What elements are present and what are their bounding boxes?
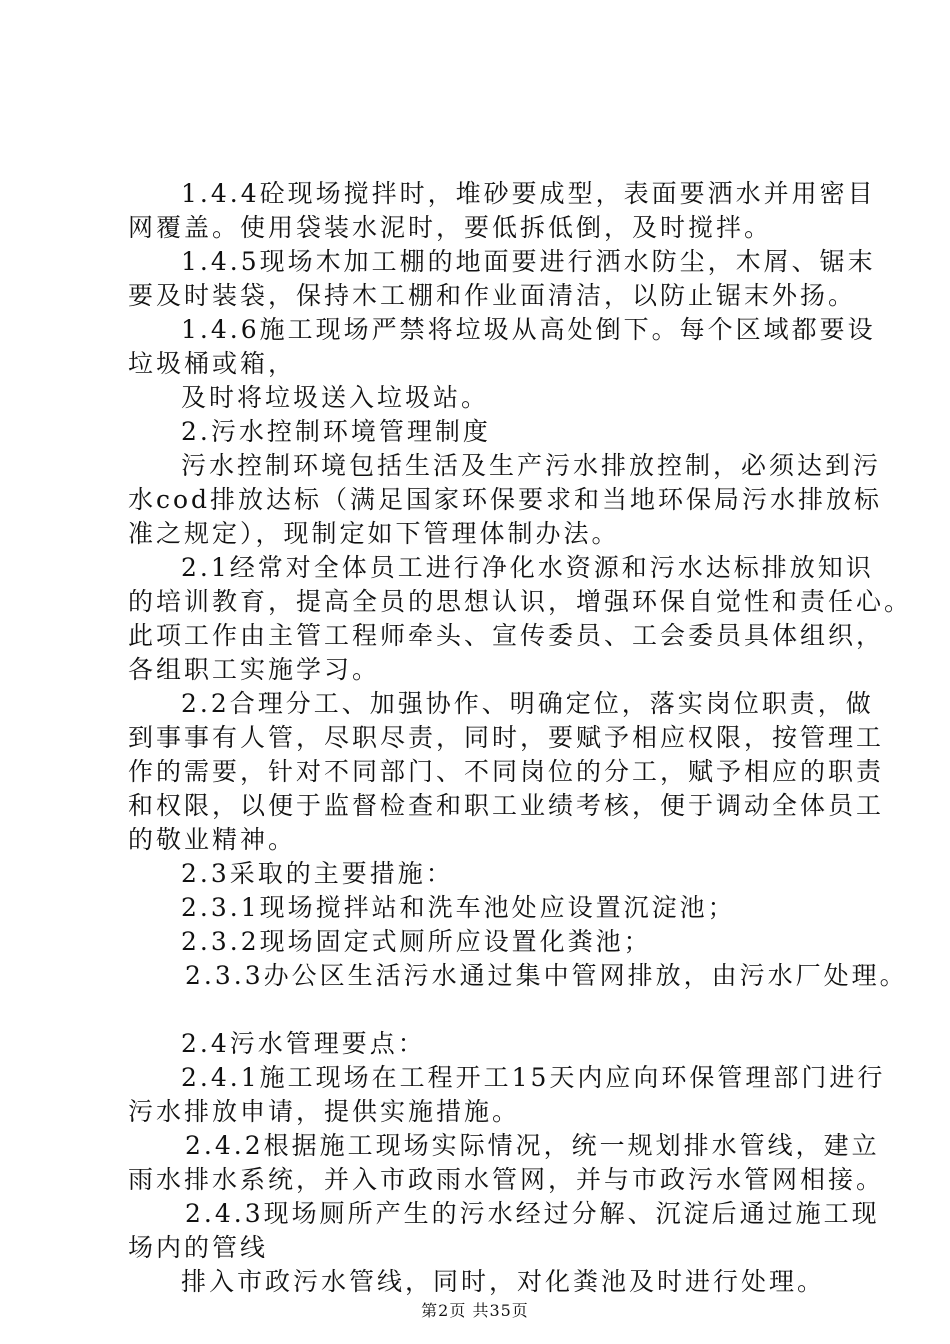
- paragraph-line: 的培训教育，提高全员的思想认识，增强环保自觉性和责任心。: [128, 587, 913, 616]
- paragraph-line: 此项工作由主管工程师牵头、宣传委员、工会委员具体组织，: [128, 621, 885, 650]
- paragraph-line: 水cod排放达标（满足国家环保要求和当地环保局污水排放标: [128, 485, 883, 514]
- paragraph-line: 2.2合理分工、加强协作、明确定位，落实岗位职责，做: [181, 689, 874, 718]
- paragraph-line: 及时将垃圾送入垃圾站。: [181, 383, 490, 412]
- paragraph-line: 2.4.3现场厕所产生的污水经过分解、沉淀后通过施工现: [185, 1199, 880, 1228]
- paragraph-line: 各组职工实施学习。: [128, 655, 381, 684]
- paragraph-line: 1.4.4砼现场搅拌时，堆砂要成型，表面要洒水并用密目: [181, 179, 876, 208]
- paragraph-line: 的敬业精神。: [128, 825, 297, 854]
- paragraph-line: 1.4.5现场木加工棚的地面要进行洒水防尘，木屑、锯末: [181, 247, 876, 276]
- paragraph-line: 网覆盖。使用袋装水泥时，要低拆低倒，及时搅拌。: [128, 213, 773, 242]
- paragraph-line: 场内的管线: [128, 1233, 269, 1262]
- paragraph-line: 垃圾桶或箱，: [128, 349, 297, 378]
- page-footer: 第2页 共35页: [421, 1301, 529, 1320]
- paragraph-line: 2.3.2现场固定式厕所应设置化粪池；: [181, 927, 652, 956]
- paragraph-line: 1.4.6施工现场严禁将垃圾从高处倒下。每个区域都要设: [181, 315, 876, 344]
- paragraph-line: 污水控制环境包括生活及生产污水排放控制，必须达到污: [181, 451, 882, 480]
- paragraph-line: 排入市政污水管线，同时，对化粪池及时进行处理。: [181, 1267, 826, 1296]
- paragraph-line: 2.3采取的主要措施：: [181, 859, 454, 888]
- paragraph-line: 2.4.2根据施工现场实际情况，统一规划排水管线，建立: [185, 1131, 880, 1160]
- paragraph-line: 污水排放申请，提供实施措施。: [128, 1097, 521, 1126]
- paragraph-line: 2.4污水管理要点：: [181, 1029, 426, 1058]
- section-heading: 2.污水控制环境管理制度: [181, 417, 491, 446]
- paragraph-line: 要及时装袋，保持木工棚和作业面清洁，以防止锯末外扬。: [128, 281, 857, 310]
- paragraph-line: 和权限，以便于监督检查和职工业绩考核，便于调动全体员工: [128, 791, 885, 820]
- paragraph-line: 作的需要，针对不同部门、不同岗位的分工，赋予相应的职责: [128, 757, 885, 786]
- paragraph-line: 雨水排水系统，并入市政雨水管网，并与市政污水管网相接。: [128, 1165, 885, 1194]
- paragraph-line: 2.3.3办公区生活污水通过集中管网排放，由污水厂处理。: [185, 961, 908, 990]
- paragraph-line: 2.3.1现场搅拌站和洗车池处应设置沉淀池；: [181, 893, 736, 922]
- paragraph-line: 2.4.1施工现场在工程开工15天内应向环保管理部门进行: [181, 1063, 886, 1092]
- paragraph-line: 到事事有人管，尽职尽责，同时，要赋予相应权限，按管理工: [128, 723, 885, 752]
- paragraph-line: 2.1经常对全体员工进行净化水资源和污水达标排放知识: [181, 553, 874, 582]
- paragraph-line: 准之规定），现制定如下管理体制办法。: [128, 519, 620, 548]
